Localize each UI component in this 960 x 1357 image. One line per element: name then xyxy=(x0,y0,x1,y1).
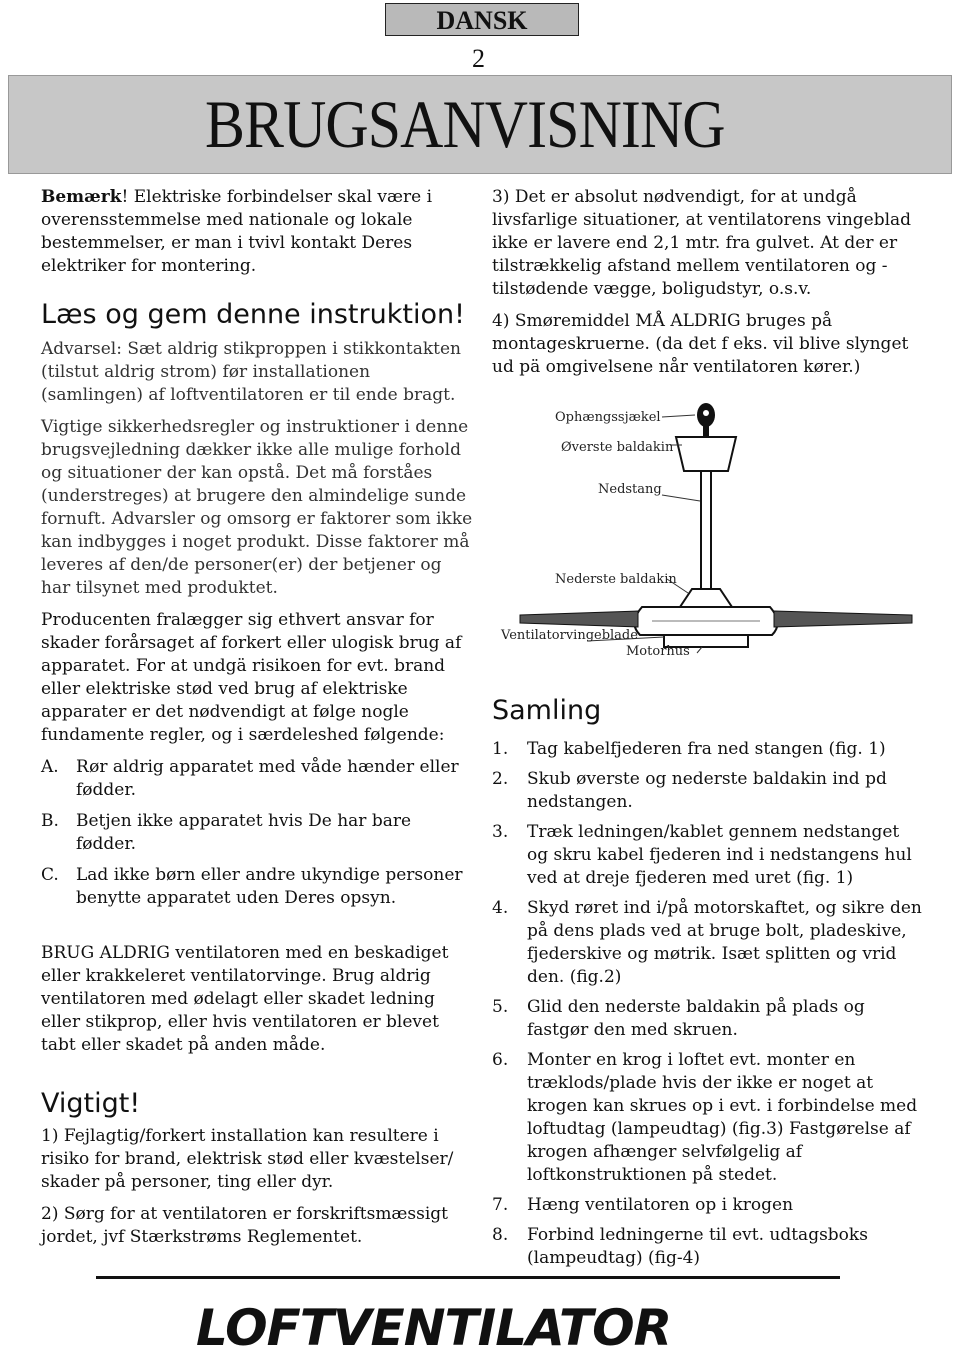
fan-diagram xyxy=(492,401,922,686)
list-item xyxy=(492,996,922,1042)
list-item xyxy=(41,810,473,856)
list-text: Betjen ikke apparatet hvis De har bare fødder. xyxy=(76,811,412,854)
label-upper-canopy: Øverste baldakin xyxy=(561,440,674,455)
list-item xyxy=(492,738,922,761)
list-marker: 8. xyxy=(492,1225,509,1245)
list-item xyxy=(492,897,922,989)
list-item xyxy=(492,1224,922,1270)
list-text: Glid den nederste baldakin på plads og fastgør den med skruen. xyxy=(527,997,865,1040)
list-text: Skyd røret ind i/på motorskaftet, og sikre den på dens plads ved at bruge bolt, pladeskive, fjederskive og møtrik. Isæt splitten og vrid den. (fig.2) xyxy=(527,898,922,987)
important-4: 4) Smøremiddel MÅ ALDRIG bruges på montageskruerne. (da det f eks. vil blive slynget ud pä omgivelsene når ventilatoren kører.) xyxy=(492,311,909,377)
left-column xyxy=(41,186,473,1258)
important-2: 2) Sørg for at ventilatoren er forskriftsmæssigt jordet, jvf Stærkstrøms Reglementet. xyxy=(41,1204,449,1247)
damaged-paragraph: BRUG ALDRIG ventilatoren med en beskadiget eller krakkeleret ventilatorvinge. Brug aldrig ventilatoren med ødelagt eller skadet ledning eller stikprop, eller hvis ventilatoren er blevet tabt eller skadet på anden måde. xyxy=(41,943,449,1055)
list-marker: 4. xyxy=(492,898,509,918)
label-lower-canopy: Nederste baldakin xyxy=(555,572,677,587)
heading-assembly: Samling xyxy=(492,695,602,726)
right-column xyxy=(492,186,922,1277)
list-marker: 6. xyxy=(492,1050,509,1070)
footer-divider xyxy=(96,1276,840,1279)
list-text: Hæng ventilatoren op i krogen xyxy=(527,1195,794,1215)
list-item xyxy=(41,756,473,802)
list-text: Træk ledningen/kablet gennem nedstanget og skru kabel fjederen ind i nedstangens hul ved at dreje fjederen med uret (fig. 1) xyxy=(527,822,912,888)
label-motor: Motorhus xyxy=(626,644,690,659)
page-title: BRUGSANVISNING xyxy=(205,86,725,162)
list-item xyxy=(492,1194,922,1217)
list-item xyxy=(492,1049,922,1187)
list-marker: B. xyxy=(41,811,59,831)
label-hanger: Ophængssjækel xyxy=(555,410,661,425)
list-marker: 2. xyxy=(492,769,509,789)
list-text: Rør aldrig apparatet med våde hænder eller fødder. xyxy=(76,757,459,800)
rules-list xyxy=(41,756,473,910)
list-text: Skub øverste og nederste baldakin ind pd nedstangen. xyxy=(527,769,887,812)
list-text: Monter en krog i loftet evt. monter en træklods/plade hvis der ikke er noget at krogen kan skrues op i evt. i forbindelse med loftudtag (lampeudtag) (fig.3) Fastgørelse af krogen afhænger selvfølgelig af loftkonstruktionen på stedet. xyxy=(527,1050,918,1185)
note-text: ! Elektriske forbindelser skal være i overensstemmelse med nationale og lokale bestemmelser, er man i tvivl kontakt Deres elektriker for montering. xyxy=(41,187,433,276)
heading-read-instructions: Læs og gem denne instruktion! xyxy=(41,299,465,330)
assembly-steps xyxy=(492,738,922,1270)
list-marker: 3. xyxy=(492,822,509,842)
liability-paragraph: Producenten fralægger sig ethvert ansvar for skader forårsaget af forkert eller ulogisk brug af apparatet. For at undgä risikoen for evt. brand eller elektriske stød ved brug af elektriske apparater er det nødvendigt at følge nogle fundamente regler, og i særdeleshed følgende: xyxy=(41,610,462,745)
brand-logo: LOFTVENTILATOR xyxy=(196,1299,672,1357)
list-text: Forbind ledningerne til evt. udtagsboks (lampeudtag) (fig-4) xyxy=(527,1225,868,1268)
important-3: 3) Det er absolut nødvendigt, for at undgå livsfarlige situationer, at ventilatorens vingeblad ikke er lavere end 2,1 mtr. fra gulvet. At der er tilstrækkelig afstand mellem ventilatoren og -tilstødende vægge, boligudstyr, o.s.v. xyxy=(492,187,912,299)
list-marker: A. xyxy=(41,757,59,777)
language-tab: DANSK xyxy=(385,3,579,36)
list-text: Lad ikke børn eller andre ukyndige personer benytte apparatet uden Deres opsyn. xyxy=(76,865,463,908)
label-downrod: Nedstang xyxy=(598,482,662,497)
label-blade: Ventilatorvingeblade xyxy=(501,628,638,643)
safety-paragraph: Vigtige sikkerhedsregler og instruktioner i denne brugsvejledning dækker ikke alle mulige forhold og situationer der kan opstå. Det må forståes (understreges) at brugere den almindelige sunde fornuft. Advarsler og omsorg er faktorer som ikke kan indbygges i noget produkt. Disse faktorer må leveres af den/de personer(er) der betjener og har tilsynet med produktet. xyxy=(41,417,473,598)
list-marker: 1. xyxy=(492,739,509,759)
list-item xyxy=(492,768,922,814)
list-text: Tag kabelfjederen fra ned stangen (fig. 1) xyxy=(527,739,886,759)
note-paragraph xyxy=(41,186,473,278)
list-marker: 7. xyxy=(492,1195,509,1215)
list-item xyxy=(492,821,922,890)
list-item xyxy=(41,864,473,910)
list-marker: C. xyxy=(41,865,59,885)
warning-paragraph: Advarsel: Sæt aldrig stikproppen i stikkontakten (tilstut aldrig strom) før installationen (samlingen) af loftventilatoren er til ende bragt. xyxy=(41,339,461,405)
list-marker: 5. xyxy=(492,997,509,1017)
page-number: 2 xyxy=(472,44,485,73)
important-1: 1) Fejlagtig/forkert installation kan resultere i risiko for brand, elektrisk stød eller kvæstelser/ skader på personer, ting eller dyr. xyxy=(41,1126,454,1192)
heading-important: Vigtigt! xyxy=(41,1088,141,1119)
note-bold: Bemærk xyxy=(41,187,122,207)
